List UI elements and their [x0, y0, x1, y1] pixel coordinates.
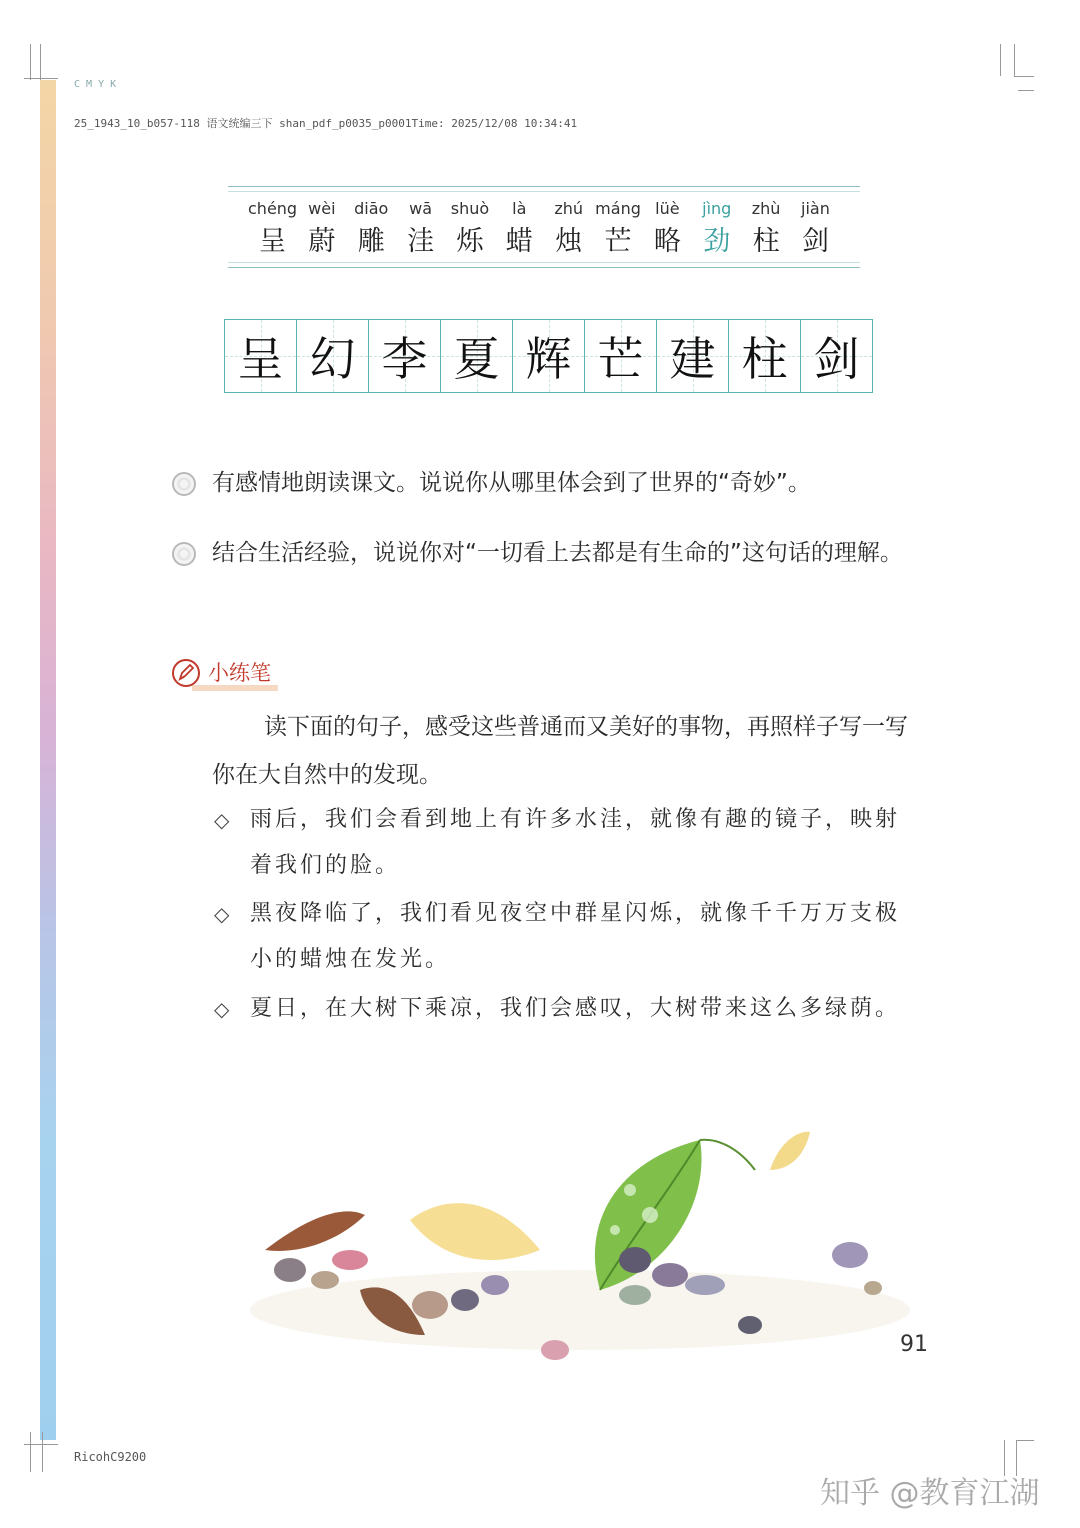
- pinyin-4: shuò: [450, 199, 490, 218]
- question-1-text: 有感情地朗读课文。说说你从哪里体会到了世界的“奇妙”。: [212, 470, 811, 496]
- new-character-3: 洼: [407, 226, 435, 257]
- crop-mark: [24, 1444, 58, 1445]
- pen-icon: [172, 659, 200, 687]
- writing-character-5: 芒: [597, 332, 644, 386]
- example-2-line-2: 小的蜡烛在发光。: [250, 947, 451, 972]
- grid-cell: [801, 320, 872, 392]
- new-character-4: 烁: [456, 226, 484, 257]
- writing-character-6: 建: [669, 332, 716, 386]
- crop-mark: [1000, 44, 1001, 76]
- flower-badge-icon: [172, 542, 196, 566]
- pinyin-8: lüè: [655, 199, 680, 218]
- writing-character-7: 柱: [741, 332, 788, 386]
- new-character-1: 蔚: [308, 226, 336, 257]
- crop-mark: [1016, 1440, 1034, 1441]
- watermark-text: 知乎 @教育江湖: [820, 1476, 1040, 1511]
- pinyin-1: wèi: [308, 199, 336, 218]
- writing-practice-grid: [224, 319, 873, 393]
- example-3-line-1: 夏日，在大树下乘凉，我们会感叹，大树带来这么多绿荫。: [250, 996, 901, 1021]
- flower-badge-icon: [172, 472, 196, 496]
- pinyin-9: jìng: [702, 199, 732, 218]
- grid-cell: [729, 320, 801, 392]
- pinyin-3: wā: [409, 199, 433, 218]
- crop-mark: [30, 44, 31, 80]
- crop-mark: [1018, 90, 1034, 91]
- exercise-title: 小练笔: [208, 661, 271, 685]
- grid-cell: [585, 320, 657, 392]
- pinyin-11: jiàn: [801, 199, 830, 218]
- writing-character-0: 呈: [237, 332, 284, 386]
- character-row: [248, 219, 840, 258]
- new-character-10: 柱: [752, 226, 780, 257]
- grid-cell: [297, 320, 369, 392]
- pinyin-10: zhù: [751, 199, 781, 218]
- diamond-bullet-icon: ◇: [214, 997, 233, 1021]
- example-2-line-1: 黑夜降临了，我们看见夜空中群星闪烁，就像千千万万支极: [250, 901, 901, 926]
- leaves-feathers-pebbles-illustration: [250, 1120, 950, 1380]
- grid-cell: [513, 320, 585, 392]
- new-character-8: 略: [653, 226, 681, 257]
- diamond-bullet-icon: ◇: [214, 902, 233, 926]
- pinyin-2: diāo: [354, 199, 389, 218]
- new-character-11: 剑: [801, 226, 829, 257]
- example-3-text: [250, 986, 930, 1032]
- diamond-bullet-icon: ◇: [214, 808, 233, 832]
- new-words-pinyin-table: [228, 186, 860, 268]
- example-1-line-1: 雨后，我们会看到地上有许多水洼，就像有趣的镜子，映射: [250, 807, 901, 832]
- exercise-instruction: 读下面的句子，感受这些普通而又美好的事物，再照样子写一写你在大自然中的发现。: [212, 714, 908, 788]
- writing-character-3: 夏: [453, 332, 500, 386]
- crop-mark: [1014, 76, 1034, 77]
- pinyin-6: zhú: [554, 199, 583, 218]
- new-character-6: 烛: [555, 226, 583, 257]
- writing-character-8: 剑: [813, 332, 860, 386]
- pinyin-0: chéng: [248, 199, 298, 218]
- question-2-text: 结合生活经验，说说你对“一切看上去都是有生命的”这句话的理解。: [212, 540, 903, 566]
- crop-mark: [42, 1432, 43, 1472]
- writing-character-1: 幻: [309, 332, 356, 386]
- crop-mark: [30, 1432, 31, 1472]
- page-number: 91: [900, 1332, 928, 1357]
- new-character-7: 芒: [604, 226, 632, 257]
- pinyin-5: là: [512, 199, 527, 218]
- pinyin-row: [248, 199, 840, 218]
- crop-mark: [1014, 44, 1015, 76]
- new-character-2: 雕: [357, 226, 385, 257]
- example-1-text: [250, 797, 930, 889]
- grid-cell: [657, 320, 729, 392]
- new-character-9: 劲: [703, 226, 731, 257]
- example-1-line-2: 着我们的脸。: [250, 853, 401, 878]
- print-header: [74, 52, 577, 143]
- crop-mark: [24, 78, 58, 79]
- writing-character-4: 辉: [525, 332, 572, 386]
- print-footer: RicohC9200: [74, 1450, 147, 1464]
- example-2-text: [250, 891, 930, 983]
- grid-cell: [441, 320, 513, 392]
- writing-character-2: 李: [381, 332, 428, 386]
- grid-cell: [225, 320, 297, 392]
- color-marks: C M Y K: [74, 79, 117, 90]
- new-character-0: 呈: [259, 226, 286, 257]
- print-info-line: 25_1943_10_b057-118 语文统编三下 shan_pdf_p0035_p0001Time: 2025/12/08 10:34:41: [74, 117, 578, 130]
- side-color-strip: [40, 80, 56, 1440]
- new-character-5: 蜡: [505, 226, 533, 257]
- crop-mark: [40, 44, 41, 80]
- grid-cell: [369, 320, 441, 392]
- pinyin-7: máng: [595, 199, 641, 218]
